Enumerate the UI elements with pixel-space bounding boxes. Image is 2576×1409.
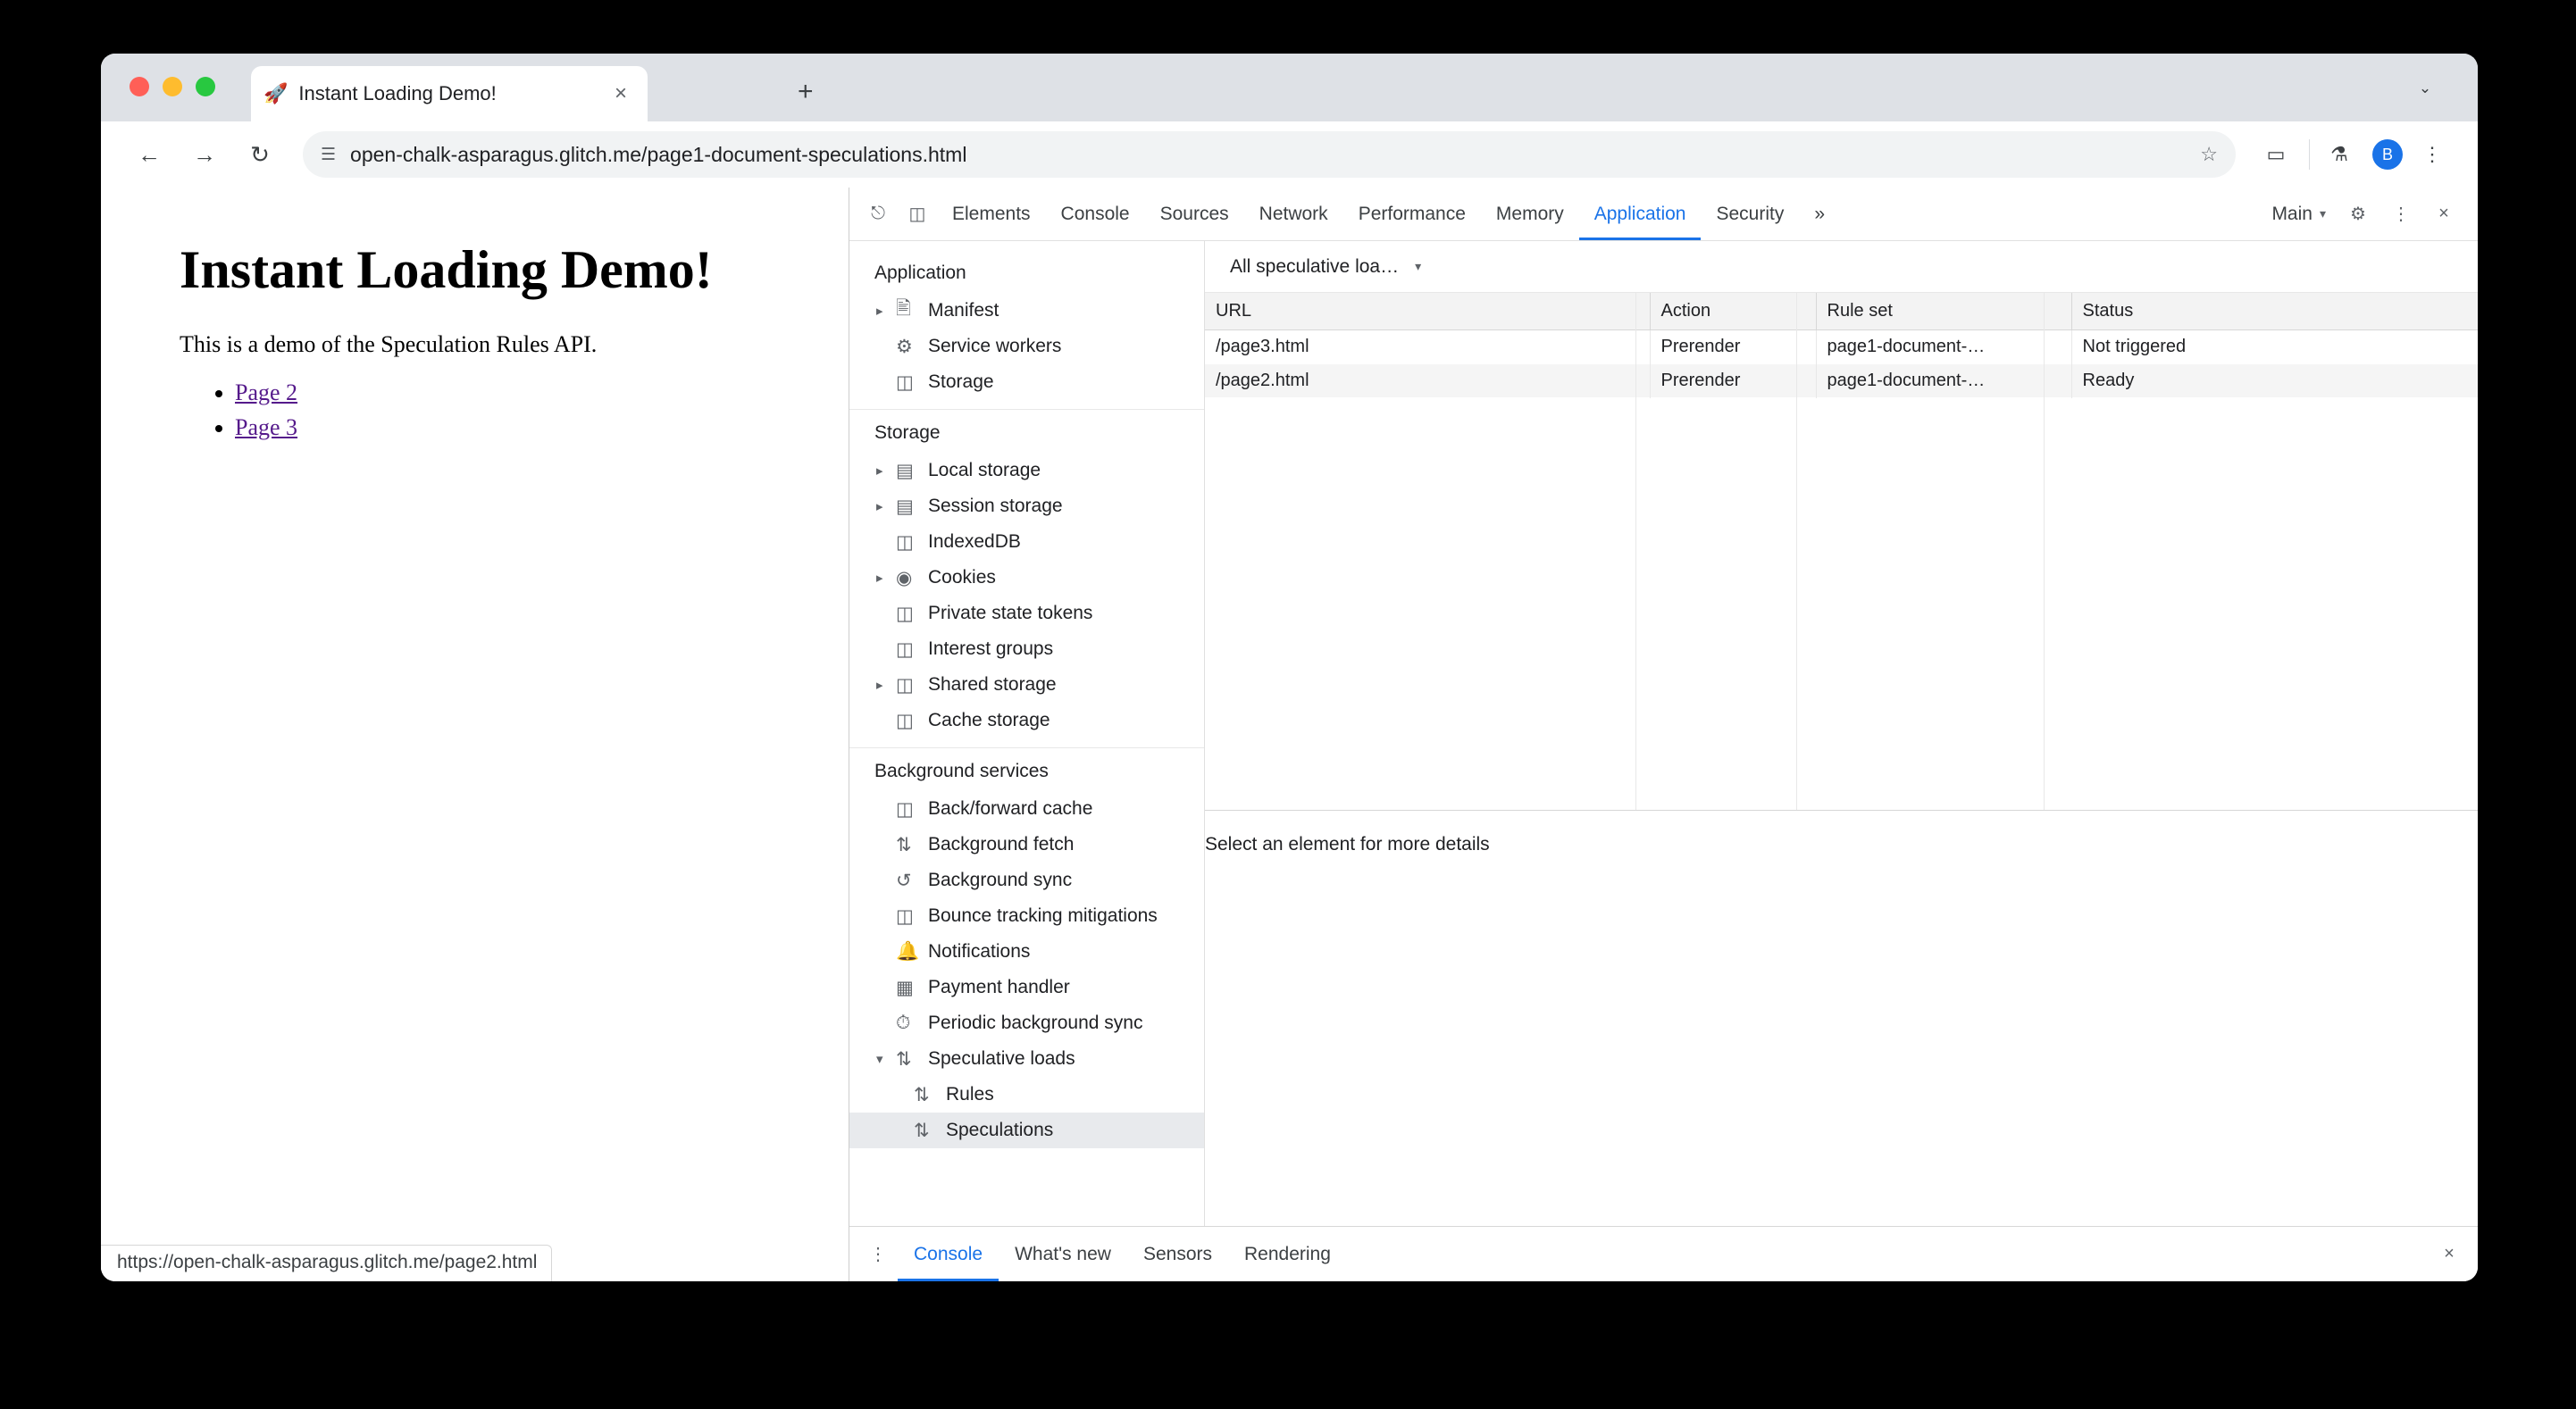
list-item <box>235 414 813 441</box>
tab-performance[interactable]: Performance <box>1358 203 1466 224</box>
new-tab-button[interactable]: + <box>798 77 814 106</box>
sidebar-item-label: Background sync <box>928 870 1073 890</box>
devtools-body <box>849 241 2478 1226</box>
sidebar-item-rules[interactable] <box>849 1077 1204 1113</box>
page-link-list <box>180 379 813 441</box>
chevron-down-icon: ▾ <box>2319 206 2326 221</box>
tab-memory[interactable]: Memory <box>1495 203 1564 224</box>
speculation-filter-select[interactable] <box>1221 253 1430 281</box>
cell-action: Prerender <box>1650 364 1816 398</box>
tab-console[interactable]: Console <box>1060 203 1130 224</box>
sidebar-item-local-storage[interactable] <box>849 453 1204 488</box>
filter-bar <box>1205 241 2478 293</box>
tab-elements[interactable]: Elements <box>952 203 1031 224</box>
sidebar-item-periodic-background-sync[interactable] <box>849 1005 1204 1041</box>
page-paragraph: This is a demo of the Speculation Rules API. <box>180 331 598 357</box>
sidebar-item-label: Service workers <box>928 336 1062 356</box>
minimize-window-button[interactable] <box>163 77 182 96</box>
sidebar-item-back-forward-cache[interactable] <box>849 791 1204 827</box>
tune-icon[interactable]: ☰ <box>321 145 337 164</box>
sidebar-section-storage: Storage <box>874 422 941 443</box>
reload-button[interactable]: ↻ <box>250 140 270 168</box>
tab-application[interactable]: Application <box>1579 188 1702 240</box>
drawer-tab-rendering[interactable]: Rendering <box>1244 1243 1331 1264</box>
database-icon: ◫ <box>896 603 914 624</box>
database-icon: ◫ <box>896 905 914 927</box>
window-controls <box>130 77 215 96</box>
twisty-icon[interactable]: ▾ <box>876 1052 883 1067</box>
bell-icon: 🔔 <box>896 941 920 962</box>
sidebar-item-notifications[interactable] <box>849 934 1204 970</box>
sidebar-item-label: Session storage <box>928 496 1063 516</box>
devtools-tab-bar <box>849 188 2478 241</box>
sidebar-item-cookies[interactable] <box>849 560 1204 596</box>
sidebar-item-label: Cookies <box>928 567 996 588</box>
cell-action: Prerender <box>1650 330 1816 364</box>
database-icon: ◫ <box>896 371 914 393</box>
address-bar-url: open-chalk-asparagus.glitch.me/page1-document-speculations.html <box>350 142 967 166</box>
sidebar-item-label: Cache storage <box>928 710 1050 730</box>
sidebar-item-payment-handler[interactable] <box>849 970 1204 1005</box>
close-icon[interactable]: × <box>614 81 627 105</box>
drawer-tab-whats-new[interactable]: What's new <box>1015 1243 1111 1264</box>
sidebar-item-bounce-tracking-mitigations[interactable] <box>849 898 1204 934</box>
twisty-icon[interactable]: ▸ <box>876 571 883 586</box>
browser-toolbar <box>101 121 2478 188</box>
details-placeholder: Select an element for more details <box>1205 834 1490 855</box>
devtools-more-button[interactable]: ⋮ <box>2392 204 2410 224</box>
browser-tab[interactable] <box>251 66 648 121</box>
sidebar-item-label: Notifications <box>928 941 1031 962</box>
devtools-panel <box>849 188 2478 1281</box>
rocket-icon: 🚀 <box>263 82 289 104</box>
sidebar-item-speculations[interactable] <box>849 1113 1204 1148</box>
address-bar[interactable] <box>303 131 2236 178</box>
back-button[interactable]: ← <box>138 140 161 168</box>
sidebar-item-label: Shared storage <box>928 674 1057 695</box>
sidebar-divider <box>849 747 1204 748</box>
sidebar-item-label: Storage <box>928 371 994 392</box>
devtools-drawer <box>849 1226 2478 1281</box>
browser-menu-button[interactable]: ⋮ <box>2422 143 2442 165</box>
browser-window <box>101 54 2478 1281</box>
chevron-down-icon[interactable]: ⌄ <box>2418 79 2432 96</box>
cell-status: Not triggered <box>2082 337 2187 356</box>
database-icon: ◫ <box>896 710 914 731</box>
status-bubble: https://open-chalk-asparagus.glitch.me/page2.html <box>101 1245 552 1281</box>
toolbar-divider <box>2309 139 2310 170</box>
sidebar-section-application: Application <box>874 263 966 283</box>
arrows-icon: ⇅ <box>896 1048 912 1070</box>
sidebar-item-label: Rules <box>946 1084 994 1105</box>
table-icon: ▤ <box>896 460 914 481</box>
close-icon[interactable]: × <box>2438 204 2449 223</box>
tab-strip <box>101 54 2478 121</box>
database-icon: ◫ <box>896 674 914 696</box>
details-pane <box>1205 811 2478 1226</box>
sidebar-item-label: Speculative loads <box>928 1048 1075 1069</box>
sidebar-item-label: Interest groups <box>928 638 1054 659</box>
twisty-icon[interactable]: ▸ <box>876 463 883 479</box>
arrows-icon: ⇅ <box>914 1084 930 1105</box>
chevron-down-icon: ▾ <box>1415 259 1422 273</box>
cell-url: /page3.html <box>1205 330 1650 364</box>
sidebar-item-cache-storage[interactable] <box>849 703 1204 738</box>
sync-icon: ↺ <box>896 870 912 891</box>
sidebar-item-interest-groups[interactable] <box>849 631 1204 667</box>
drawer-more-button[interactable]: ⋮ <box>869 1245 887 1264</box>
link-page3[interactable]: Page 3 <box>235 414 298 440</box>
twisty-icon[interactable]: ▸ <box>876 499 883 514</box>
page-title: Instant Loading Demo! <box>180 240 713 299</box>
cell-status: Ready <box>2071 364 2478 398</box>
link-page2[interactable]: Page 2 <box>235 379 298 405</box>
table-row[interactable] <box>1205 364 2478 398</box>
document-icon: 🖹 <box>896 297 911 319</box>
column-header-action[interactable]: Action <box>1650 293 1816 330</box>
speculation-filter-value: All speculative loa… <box>1230 255 1400 277</box>
speculations-table[interactable] <box>1205 293 2478 398</box>
context-selector[interactable] <box>2262 204 2335 225</box>
database-icon: ◫ <box>896 638 914 660</box>
sidebar-item-label: Manifest <box>928 300 999 321</box>
sidebar-item-label: Back/forward cache <box>928 798 1093 819</box>
close-icon[interactable]: × <box>2444 1244 2455 1263</box>
more-tabs-button[interactable]: » <box>1814 203 1826 224</box>
bookmark-star-icon[interactable]: ☆ <box>2200 143 2218 165</box>
column-header-url[interactable]: URL <box>1205 293 1650 330</box>
drawer-tab-sensors[interactable]: Sensors <box>1142 1243 1212 1264</box>
close-window-button[interactable] <box>130 77 149 96</box>
sidebar-section-background-services: Background services <box>874 761 1049 781</box>
puzzle-icon[interactable]: ▭ <box>2266 143 2286 165</box>
inspect-icon[interactable]: ⎋ <box>871 204 885 223</box>
sidebar-item-label: Periodic background sync <box>928 1013 1143 1033</box>
sidebar-item-shared-storage[interactable] <box>849 667 1204 703</box>
clock-icon: ⏱ <box>896 1013 911 1033</box>
twisty-icon[interactable]: ▸ <box>876 304 883 319</box>
sidebar-divider <box>849 409 1204 410</box>
cookie-icon: ◉ <box>896 567 913 588</box>
sidebar-item-storage[interactable] <box>849 364 1204 400</box>
devtools-tabbar-right <box>2262 195 2469 234</box>
sidebar-item-label: Payment handler <box>928 977 1070 997</box>
sidebar-item-background-sync[interactable] <box>849 863 1204 898</box>
sidebar-item-label: Bounce tracking mitigations <box>928 905 1158 926</box>
gear-icon[interactable]: ⚙ <box>2350 204 2366 224</box>
sidebar-item-label: Speculations <box>946 1120 1054 1140</box>
tab-network[interactable]: Network <box>1259 203 1328 224</box>
avatar[interactable]: B <box>2372 139 2403 170</box>
sidebar-item-label: Local storage <box>928 460 1041 480</box>
cell-ruleset: page1-document-… <box>1816 330 2071 364</box>
maximize-window-button[interactable] <box>196 77 215 96</box>
sidebar-item-private-state-tokens[interactable] <box>849 596 1204 631</box>
table-header-row <box>1205 293 2478 330</box>
flask-icon[interactable]: ⚗ <box>2330 143 2348 165</box>
database-icon: ◫ <box>896 798 914 820</box>
sidebar-item-label: Background fetch <box>928 834 1075 855</box>
context-selector-label: Main <box>2271 203 2313 224</box>
sidebar-item-session-storage[interactable] <box>849 488 1204 524</box>
cell-url: /page2.html <box>1205 364 1650 398</box>
cell-ruleset: page1-document-… <box>1816 364 2071 398</box>
forward-button[interactable]: → <box>193 140 216 168</box>
column-header-status[interactable]: Status <box>2071 293 2478 330</box>
page-viewport <box>101 188 849 1281</box>
sidebar-item-manifest[interactable] <box>849 293 1204 329</box>
speculations-table-container <box>1205 293 2478 811</box>
speculations-panel <box>1205 241 2478 1226</box>
sidebar-item-indexeddb[interactable] <box>849 524 1204 560</box>
arrows-icon: ⇅ <box>896 834 912 855</box>
drawer-tab-console[interactable]: Console <box>898 1228 999 1281</box>
column-header-ruleset[interactable]: Rule set <box>1816 293 2071 330</box>
tab-security[interactable]: Security <box>1716 203 1785 224</box>
sidebar-item-background-fetch[interactable] <box>849 827 1204 863</box>
application-sidebar <box>849 241 1205 1226</box>
tab-title: Instant Loading Demo! <box>298 82 497 104</box>
list-item <box>235 379 813 406</box>
arrows-icon: ⇅ <box>914 1120 930 1141</box>
sidebar-item-label: Private state tokens <box>928 603 1093 623</box>
content-area <box>101 188 2478 1281</box>
twisty-icon[interactable]: ▸ <box>876 678 883 693</box>
tab-sources[interactable]: Sources <box>1159 203 1229 224</box>
device-toolbar-icon[interactable]: ◫ <box>908 204 926 224</box>
database-icon: ◫ <box>896 531 914 553</box>
sidebar-item-speculative-loads[interactable] <box>849 1041 1204 1077</box>
gear-cog-icon: ⚙ <box>896 336 913 357</box>
sidebar-item-service-workers[interactable] <box>849 329 1204 364</box>
card-icon: ▦ <box>896 977 914 998</box>
table-icon: ▤ <box>896 496 914 517</box>
sidebar-item-label: IndexedDB <box>928 531 1021 552</box>
table-row[interactable] <box>1205 330 2478 364</box>
